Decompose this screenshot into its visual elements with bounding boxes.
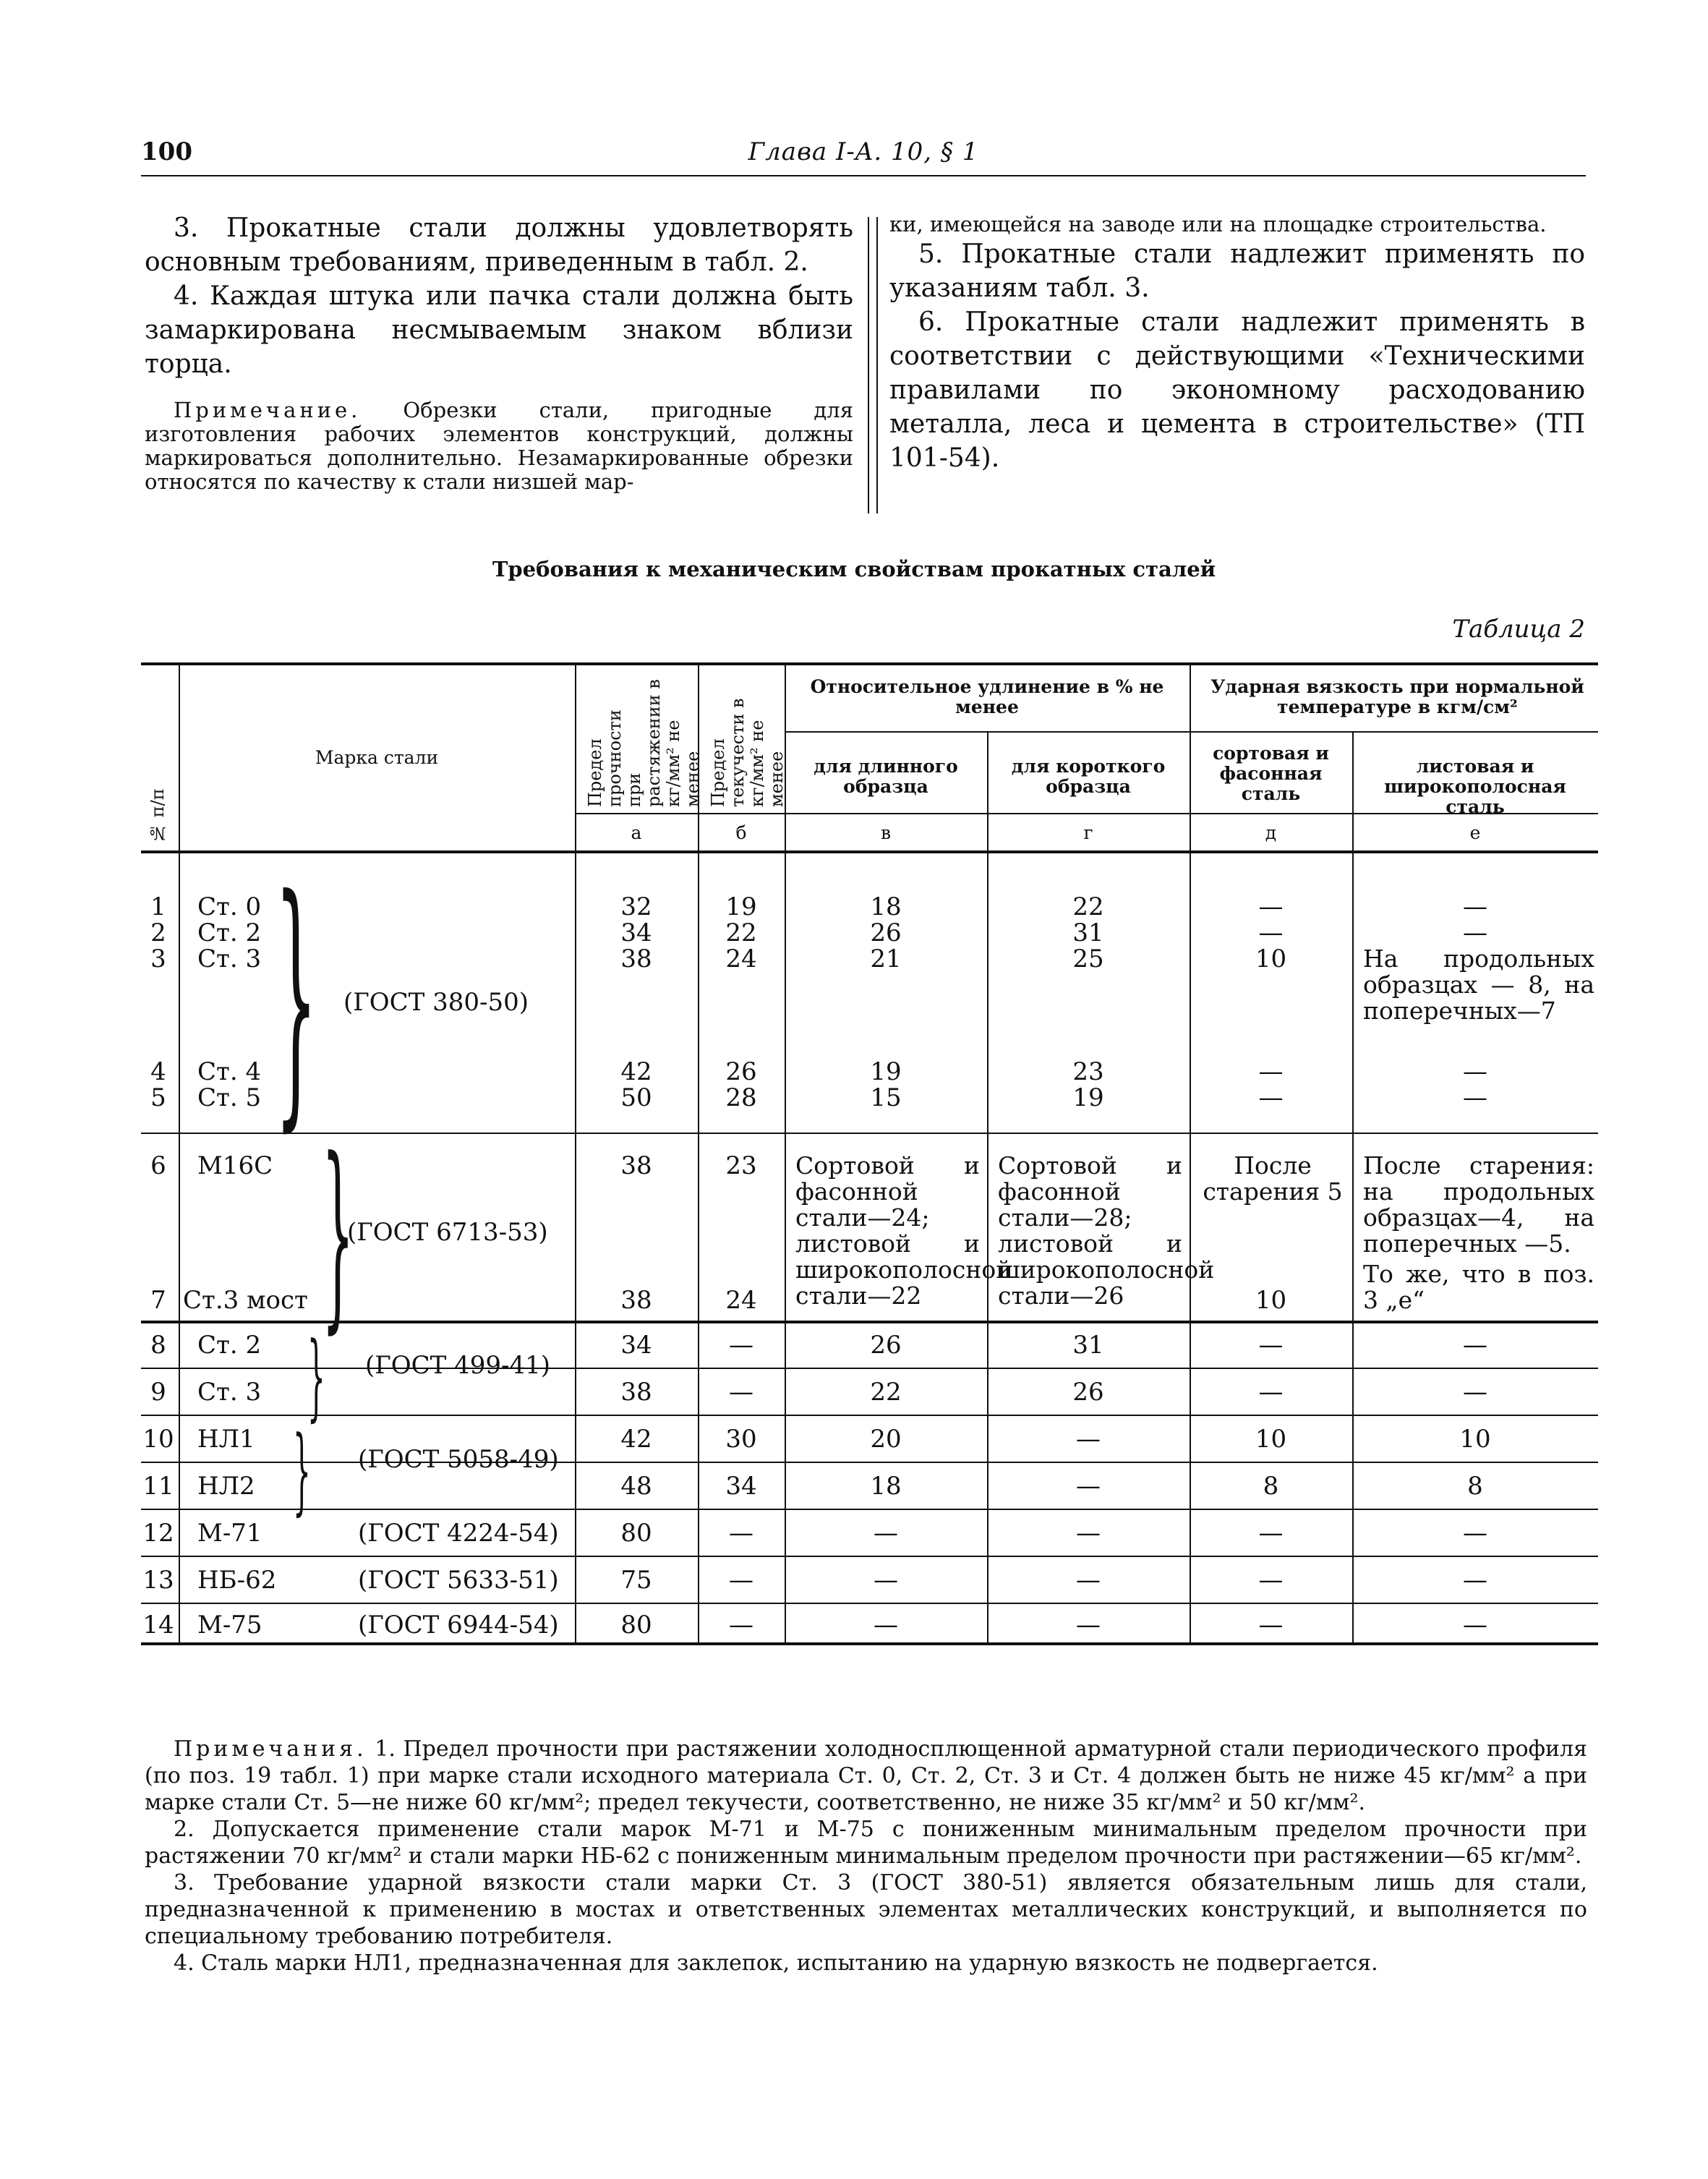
paragraph-4: 4. Каждая штука или пачка стали должна быть замаркирована несмываемым знаком вблизи торца. <box>145 281 853 379</box>
row-num: 6 <box>150 1151 166 1180</box>
value-v: 15 <box>870 1083 902 1112</box>
gost-cell: (ГОСТ 5058-49) <box>358 1445 559 1474</box>
value-a: 34 <box>620 1331 652 1360</box>
grade-cell: М16С <box>197 1151 273 1180</box>
value-g: — <box>1076 1519 1101 1548</box>
letter-e: е <box>1469 822 1481 843</box>
value-d: 10 <box>1255 1425 1287 1454</box>
row-rule <box>141 1603 1598 1604</box>
value-a: 38 <box>620 1151 652 1180</box>
value-g: — <box>1076 1611 1101 1639</box>
row-num: 5 <box>150 1083 166 1112</box>
value-b: 19 <box>725 892 757 921</box>
grade-cell: М-75 <box>197 1611 262 1639</box>
value-a: 42 <box>620 1425 652 1454</box>
value-d: — <box>1258 1566 1284 1595</box>
row-num: 10 <box>142 1425 174 1454</box>
paragraph-3: 3. Прокатные стали должны удовлетворять основным требованиям, приведенным в табл. 2. <box>145 213 853 277</box>
value-e: — <box>1463 1519 1487 1548</box>
value-b: 28 <box>725 1083 757 1112</box>
brace-group2: } <box>322 1116 354 1352</box>
value-g: 26 <box>1072 1378 1104 1407</box>
gost-cell: (ГОСТ 6713-53) <box>347 1218 548 1247</box>
value-v: 19 <box>870 1057 902 1086</box>
value-d: 10 <box>1255 944 1287 973</box>
header-elong-long: для длинного образца <box>814 756 958 797</box>
value-b: 24 <box>725 944 757 973</box>
header-num: № п/п <box>148 788 168 843</box>
value-e: — <box>1463 1611 1487 1639</box>
row-num: 4 <box>150 1057 166 1086</box>
value-g: 19 <box>1072 1083 1104 1112</box>
value-b: — <box>729 1519 753 1548</box>
value-e: 10 <box>1459 1425 1491 1454</box>
letter-v: в <box>880 822 892 843</box>
value-b: 22 <box>725 918 757 947</box>
table-notes <box>145 1736 1587 1977</box>
gost-cell: (ГОСТ 499-41) <box>365 1351 551 1380</box>
value-e-row3: На продольных образцах — 8, на поперечных—7 <box>1363 944 1594 1025</box>
value-g: 31 <box>1072 918 1104 947</box>
value-v-group2: Сортовой и фасонной стали—24; листовой и широкополосной стали—22 <box>795 1151 1012 1310</box>
value-a: 50 <box>620 1083 652 1112</box>
value-b: 26 <box>725 1057 757 1086</box>
paragraph-5: 5. Прокатные стали надлежит применять по указаниям табл. 3. <box>889 239 1585 303</box>
letter-g: г <box>1083 822 1093 843</box>
footnote <box>145 398 853 494</box>
value-b: — <box>729 1331 753 1360</box>
column-divider <box>868 217 878 513</box>
grade-cell: Ст. 2 <box>197 918 262 947</box>
note-2: 2. Допускается применение стали марок М-71 и М-75 с пониженным минимальным пределом прочности при растяжении 70 кг/мм² и стали марки НБ-62 с пониженным минимальным пределом прочности при растяжении—65 кг/мм². <box>145 1817 1587 1869</box>
value-e: — <box>1463 918 1487 947</box>
letter-d: д <box>1265 822 1277 843</box>
table-top-rule <box>141 662 1598 665</box>
row-num: 11 <box>142 1472 174 1501</box>
grade-cell: НЛ2 <box>197 1472 255 1501</box>
value-g: 23 <box>1072 1057 1104 1086</box>
column-rule <box>1352 731 1354 1642</box>
value-d: — <box>1258 1611 1284 1639</box>
value-v: 22 <box>870 1378 902 1407</box>
value-a: 80 <box>620 1519 652 1548</box>
value-a: 38 <box>620 1378 652 1407</box>
row-num: 1 <box>150 892 166 921</box>
value-e-row6: После старения: на продольных образцах—4, на поперечных —5. <box>1363 1151 1594 1258</box>
value-e: — <box>1463 1331 1487 1360</box>
header-elong-short: для короткого образца <box>1011 756 1166 797</box>
chapter-title: Глава I-A. 10, § 1 <box>748 137 979 166</box>
value-d: — <box>1258 1331 1284 1360</box>
value-g: — <box>1076 1566 1101 1595</box>
value-d: — <box>1258 892 1284 921</box>
value-b: — <box>729 1566 753 1595</box>
grade-cell: НБ-62 <box>197 1566 277 1595</box>
value-d-row6: После старения 5 <box>1203 1151 1343 1206</box>
value-v: — <box>874 1519 898 1548</box>
value-d: — <box>1258 918 1284 947</box>
note-4: 4. Сталь марки НЛ1, предназначенная для заклепок, испытанию на ударную вязкость не подвергается. <box>174 1950 1378 1976</box>
value-g: 22 <box>1072 892 1104 921</box>
row-num: 9 <box>150 1378 166 1407</box>
value-g: — <box>1076 1425 1101 1454</box>
page-number: 100 <box>141 137 192 166</box>
notes-label: Примечания. <box>174 1736 367 1762</box>
row-num: 12 <box>142 1519 174 1548</box>
grade-cell: Ст. 0 <box>197 892 262 921</box>
brace-rows-8-9: } <box>307 1321 325 1431</box>
note-text: Обрезки стали, пригодные для изготовления рабочих элементов конструкций, должны маркироваться дополнительно. Незамаркированные обрезки относятся по качеству к стали низшей мар- <box>145 398 853 494</box>
header-yield: Предел текучести в кг/мм² не менее <box>708 698 787 807</box>
row-num: 7 <box>150 1286 166 1315</box>
value-d: — <box>1258 1378 1284 1407</box>
column-rule <box>179 662 180 1642</box>
value-a: 75 <box>620 1566 652 1595</box>
value-a: 34 <box>620 918 652 947</box>
row-rule <box>141 1556 1598 1557</box>
value-a: 38 <box>620 944 652 973</box>
value-g: 31 <box>1072 1331 1104 1360</box>
table-title: Требования к механическим свойствам прокатных сталей <box>492 557 1216 581</box>
value-e: — <box>1463 892 1487 921</box>
value-e: 8 <box>1467 1472 1483 1501</box>
value-d: — <box>1258 1083 1284 1112</box>
row-num: 2 <box>150 918 166 947</box>
running-header <box>141 137 1586 175</box>
grade-cell: НЛ1 <box>197 1425 255 1454</box>
note-1-text: 1. Предел прочности при растяжении холодносплющенной арматурной стали периодического профиля (по поз. 19 табл. 1) при марке стали исходного материала Ст. 0, Ст. 2, Ст. 3 и Ст. 4 должен быть не ниже 45 кг/мм² а при марке стали Ст. 5—не ниже 60 кг/мм²; предел текучести, соответственно, не ниже 35 кг/мм² и 50 кг/мм². <box>145 1736 1587 1815</box>
value-a: 80 <box>620 1611 652 1639</box>
column-rule <box>987 731 988 1642</box>
value-v: 20 <box>870 1425 902 1454</box>
header-grade: Марка стали <box>315 747 439 768</box>
brace-rows-10-11: } <box>293 1415 311 1525</box>
header-subrule <box>785 731 1598 733</box>
value-g: 25 <box>1072 944 1104 973</box>
gost-cell: (ГОСТ 6944-54) <box>358 1611 559 1639</box>
table-label: Таблица 2 <box>1452 615 1585 644</box>
value-e-row7: То же, что в поз. 3 „е“ <box>1363 1260 1594 1314</box>
value-g-group2: Сортовой и фасонной стали—28; листовой и широкополосной стали—26 <box>998 1151 1215 1310</box>
gost-cell: (ГОСТ 4224-54) <box>358 1519 559 1548</box>
value-v: 18 <box>870 1472 902 1501</box>
paragraph-6: 6. Прокатные стали надлежит применять в соответствии с действующими «Техническими правилами по экономному расходованию металла, леса и цемента в строительстве» (ТП 101-54). <box>889 307 1585 473</box>
table-bottom-rule <box>141 1642 1598 1645</box>
header-elongation: Относительное удлинение в % не менее <box>810 676 1164 717</box>
gost-cell: (ГОСТ 380-50) <box>343 988 529 1017</box>
value-b: 34 <box>725 1472 757 1501</box>
continued-text: ки, имеющейся на заводе или на площадке строительства. <box>889 212 1547 236</box>
value-b: 24 <box>725 1286 757 1315</box>
grade-cell: Ст. 5 <box>197 1083 262 1112</box>
grade-cell: Ст. 3 <box>197 1378 262 1407</box>
value-b: — <box>729 1611 753 1639</box>
header-strength: Предел прочности при растяжении в кг/мм² не менее <box>585 679 703 807</box>
value-v: 26 <box>870 1331 902 1360</box>
value-v: — <box>874 1566 898 1595</box>
left-column <box>145 211 853 494</box>
gost-cell: (ГОСТ 5633-51) <box>358 1566 559 1595</box>
grade-cell: Ст. 3 <box>197 944 262 973</box>
value-d-row7: 10 <box>1255 1286 1287 1315</box>
grade-cell: Ст.3 мост <box>183 1286 308 1315</box>
value-b: — <box>729 1378 753 1407</box>
value-d: 8 <box>1263 1472 1279 1501</box>
value-a: 38 <box>620 1286 652 1315</box>
value-g: — <box>1076 1472 1101 1501</box>
note-1 <box>145 1736 1587 1816</box>
grade-cell: Ст. 4 <box>197 1057 262 1086</box>
letter-a: а <box>631 822 642 843</box>
value-a: 42 <box>620 1057 652 1086</box>
value-b: 30 <box>725 1425 757 1454</box>
letter-b: б <box>735 822 747 843</box>
row-rule <box>141 1133 1598 1134</box>
value-e: — <box>1463 1378 1487 1407</box>
value-d: — <box>1258 1519 1284 1548</box>
value-v: — <box>874 1611 898 1639</box>
value-e: — <box>1463 1083 1487 1112</box>
row-rule <box>141 1509 1598 1510</box>
right-column <box>889 211 1585 475</box>
value-d: — <box>1258 1057 1284 1086</box>
grade-cell: М-71 <box>197 1519 262 1548</box>
row-num: 3 <box>150 944 166 973</box>
value-e: — <box>1463 1566 1487 1595</box>
row-rule <box>141 1321 1598 1323</box>
value-v: 18 <box>870 892 902 921</box>
grade-cell: Ст. 2 <box>197 1331 262 1360</box>
value-v: 26 <box>870 918 902 947</box>
row-rule <box>141 1415 1598 1416</box>
note-3: 3. Требование ударной вязкости стали марки Ст. 3 (ГОСТ 380-51) является обязательным лишь для стали, предназначенной к применению в мостах и ответственных элементах металлических конструкций, и выполняется по специальному требованию потребителя. <box>145 1870 1587 1949</box>
row-num: 14 <box>142 1611 174 1639</box>
brace-group1: } <box>275 843 317 1154</box>
header-rule <box>141 175 1586 176</box>
value-e: — <box>1463 1057 1487 1086</box>
header-bottom-rule <box>141 850 1598 853</box>
row-num: 8 <box>150 1331 166 1360</box>
steel-table <box>141 662 1598 1642</box>
value-a: 48 <box>620 1472 652 1501</box>
value-v: 21 <box>870 944 902 973</box>
value-b: 23 <box>725 1151 757 1180</box>
row-rule <box>141 1368 1598 1369</box>
header-impact-sheet: листовая и широкополосная сталь <box>1384 756 1566 817</box>
row-num: 13 <box>142 1566 174 1595</box>
header-impact: Ударная вязкость при нормальной температуре в кгм/см² <box>1210 676 1584 717</box>
note-label: Примечание. <box>174 398 362 422</box>
header-impact-section: сортовая и фасонная сталь <box>1213 743 1329 804</box>
value-a: 32 <box>620 892 652 921</box>
